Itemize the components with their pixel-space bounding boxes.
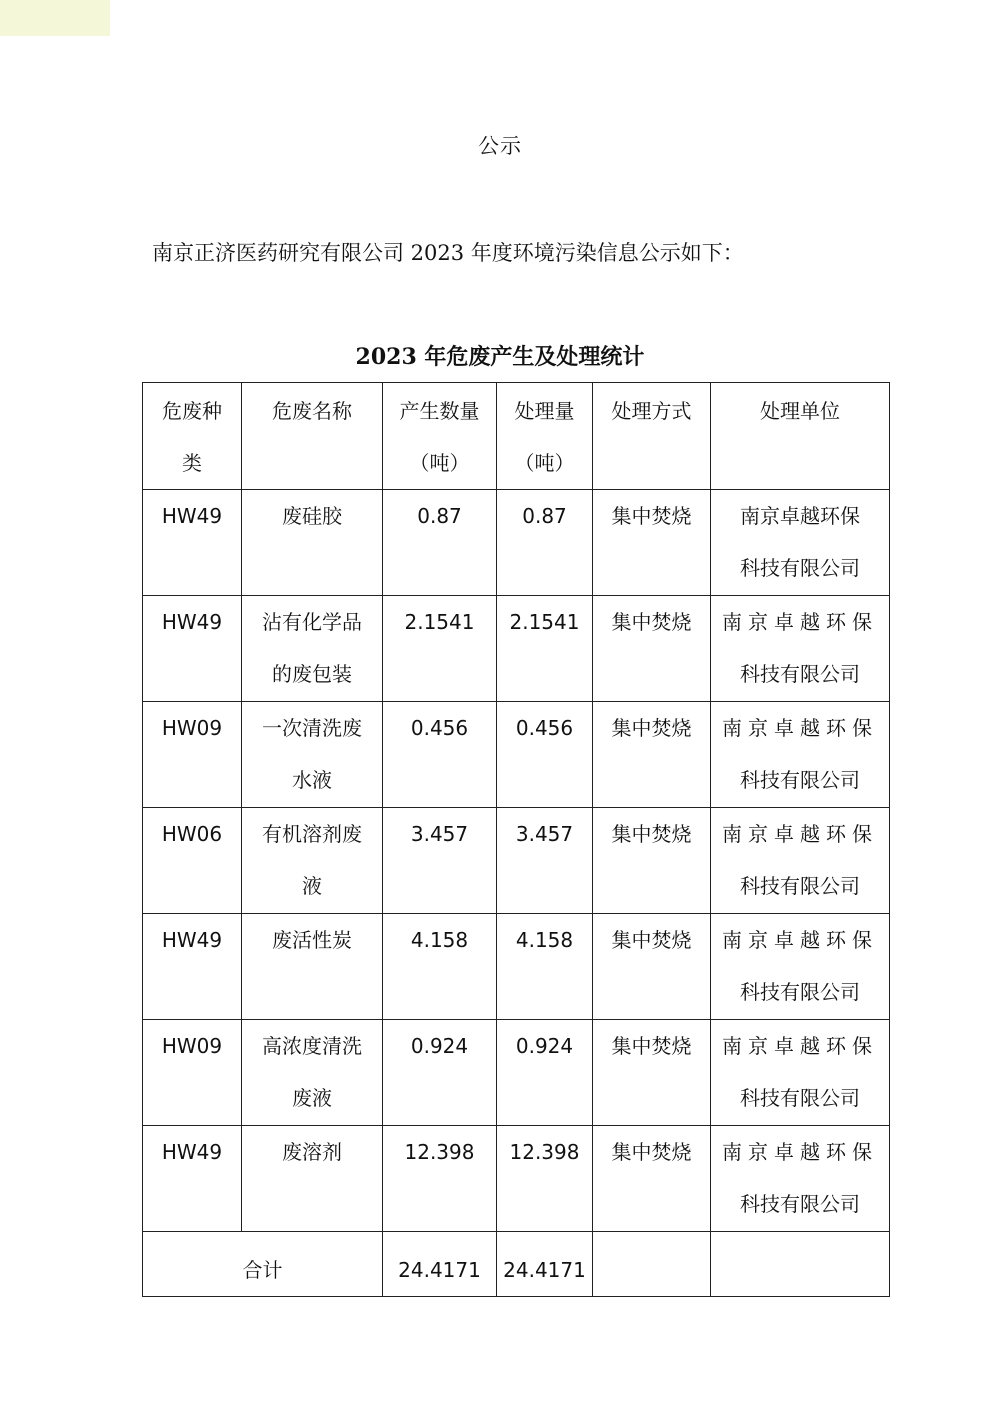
corner-highlight [0, 0, 110, 36]
category-text: HW49 [161, 610, 223, 634]
unit-line2: 科技有限公司 [740, 1192, 860, 1216]
cell-generated [383, 702, 497, 808]
unit-line2: 科技有限公司 [740, 662, 860, 686]
total-processed: 24.4171 [497, 1232, 593, 1297]
hazardous-waste-table [142, 382, 890, 1297]
cell-generated [383, 808, 497, 914]
unit-line1: 南京卓越环保 [722, 716, 878, 740]
header-method-text: 处理方式 [611, 399, 692, 423]
method-text: 集中焚烧 [611, 822, 692, 846]
cell-unit [711, 1126, 890, 1232]
cell-name [242, 490, 383, 596]
name-line2: 液 [302, 874, 322, 898]
header-unit-text: 处理单位 [760, 399, 840, 423]
category-text: HW49 [161, 928, 223, 952]
header-processed-line2: （吨） [514, 451, 575, 475]
unit-line1: 南京卓越环保 [740, 504, 860, 528]
generated-text: 4.158 [410, 928, 469, 952]
header-generated-line2: （吨） [409, 451, 470, 475]
cell-category [143, 490, 242, 596]
cell-method [593, 808, 711, 914]
unit-line2: 科技有限公司 [740, 980, 860, 1004]
method-text: 集中焚烧 [611, 1140, 692, 1164]
table-row [143, 490, 890, 596]
category-text: HW49 [161, 504, 223, 528]
name-line1: 废硅胶 [282, 504, 342, 528]
name-line1: 高浓度清洗 [262, 1034, 362, 1058]
cell-category [143, 808, 242, 914]
name-line1: 废溶剂 [282, 1140, 342, 1164]
cell-generated [383, 1126, 497, 1232]
cell-processed [497, 1126, 593, 1232]
cell-unit [711, 490, 890, 596]
cell-method [593, 1126, 711, 1232]
name-line2: 的废包装 [272, 662, 352, 686]
cell-category [143, 1020, 242, 1126]
cell-unit [711, 702, 890, 808]
cell-name [242, 1020, 383, 1126]
name-line1: 沾有化学品 [262, 610, 362, 634]
table-row [143, 914, 890, 1020]
total-method-empty [593, 1232, 711, 1297]
header-name [242, 383, 383, 490]
processed-text: 2.1541 [509, 610, 580, 634]
header-category [143, 383, 242, 490]
table-row [143, 1020, 890, 1126]
method-text: 集中焚烧 [611, 1034, 692, 1058]
method-text: 集中焚烧 [611, 928, 692, 952]
total-unit-empty [711, 1232, 890, 1297]
name-line1: 一次清洗废 [262, 716, 362, 740]
cell-method [593, 490, 711, 596]
header-method [593, 383, 711, 490]
table-header-row [143, 383, 890, 490]
cell-processed [497, 1020, 593, 1126]
unit-line2: 科技有限公司 [740, 768, 860, 792]
document-title: 公示 [478, 134, 522, 158]
table-row [143, 1126, 890, 1232]
header-name-text: 危废名称 [272, 399, 352, 423]
cell-method [593, 914, 711, 1020]
table-row [143, 702, 890, 808]
generated-text: 0.456 [410, 716, 469, 740]
category-text: HW09 [161, 716, 223, 740]
header-category-line1: 危废种 [162, 399, 222, 423]
processed-text: 12.398 [509, 1140, 580, 1164]
generated-text: 3.457 [410, 822, 469, 846]
processed-text: 0.87 [522, 504, 567, 528]
cell-unit [711, 914, 890, 1020]
cell-category [143, 596, 242, 702]
cell-name [242, 1126, 383, 1232]
unit-line1: 南京卓越环保 [722, 928, 878, 952]
generated-text: 0.924 [410, 1034, 469, 1058]
total-label: 合计 [143, 1232, 383, 1297]
cell-category [143, 702, 242, 808]
method-text: 集中焚烧 [611, 504, 692, 528]
cell-unit [711, 808, 890, 914]
header-unit [711, 383, 890, 490]
processed-text: 0.456 [515, 716, 574, 740]
cell-name [242, 914, 383, 1020]
cell-processed [497, 490, 593, 596]
cell-category [143, 914, 242, 1020]
unit-line1: 南京卓越环保 [722, 610, 878, 634]
unit-line2: 科技有限公司 [740, 874, 860, 898]
header-category-line2: 类 [182, 451, 202, 475]
cell-processed [497, 914, 593, 1020]
cell-generated [383, 596, 497, 702]
total-generated: 24.4171 [383, 1232, 497, 1297]
table-row [143, 808, 890, 914]
unit-line1: 南京卓越环保 [722, 822, 878, 846]
category-text: HW49 [161, 1140, 223, 1164]
cell-processed [497, 596, 593, 702]
cell-processed [497, 702, 593, 808]
processed-text: 0.924 [515, 1034, 574, 1058]
cell-method [593, 1020, 711, 1126]
generated-text: 12.398 [404, 1140, 475, 1164]
header-processed [497, 383, 593, 490]
cell-name [242, 596, 383, 702]
header-generated-line1: 产生数量 [399, 399, 480, 423]
table-title: 2023 年危废产生及处理统计 [355, 344, 645, 370]
cell-method [593, 702, 711, 808]
cell-unit [711, 1020, 890, 1126]
name-line1: 废活性炭 [272, 928, 352, 952]
table-row [143, 596, 890, 702]
intro-paragraph: 南京正济医药研究有限公司 2023 年度环境污染信息公示如下： [152, 241, 744, 265]
processed-text: 3.457 [515, 822, 574, 846]
unit-line2: 科技有限公司 [740, 1086, 860, 1110]
cell-generated [383, 490, 497, 596]
cell-method [593, 596, 711, 702]
generated-text: 0.87 [417, 504, 462, 528]
processed-text: 4.158 [515, 928, 574, 952]
category-text: HW06 [161, 822, 223, 846]
header-processed-line1: 处理量 [514, 399, 575, 423]
name-line2: 废液 [292, 1086, 332, 1110]
name-line2: 水液 [292, 768, 332, 792]
cell-generated [383, 1020, 497, 1126]
method-text: 集中焚烧 [611, 716, 692, 740]
cell-processed [497, 808, 593, 914]
name-line1: 有机溶剂废 [262, 822, 362, 846]
cell-unit [711, 596, 890, 702]
cell-generated [383, 914, 497, 1020]
unit-line2: 科技有限公司 [740, 556, 860, 580]
cell-name [242, 702, 383, 808]
total-row [143, 1232, 890, 1297]
category-text: HW09 [161, 1034, 223, 1058]
header-generated [383, 383, 497, 490]
generated-text: 2.1541 [404, 610, 475, 634]
cell-category [143, 1126, 242, 1232]
method-text: 集中焚烧 [611, 610, 692, 634]
unit-line1: 南京卓越环保 [722, 1140, 878, 1164]
cell-name [242, 808, 383, 914]
unit-line1: 南京卓越环保 [722, 1034, 878, 1058]
